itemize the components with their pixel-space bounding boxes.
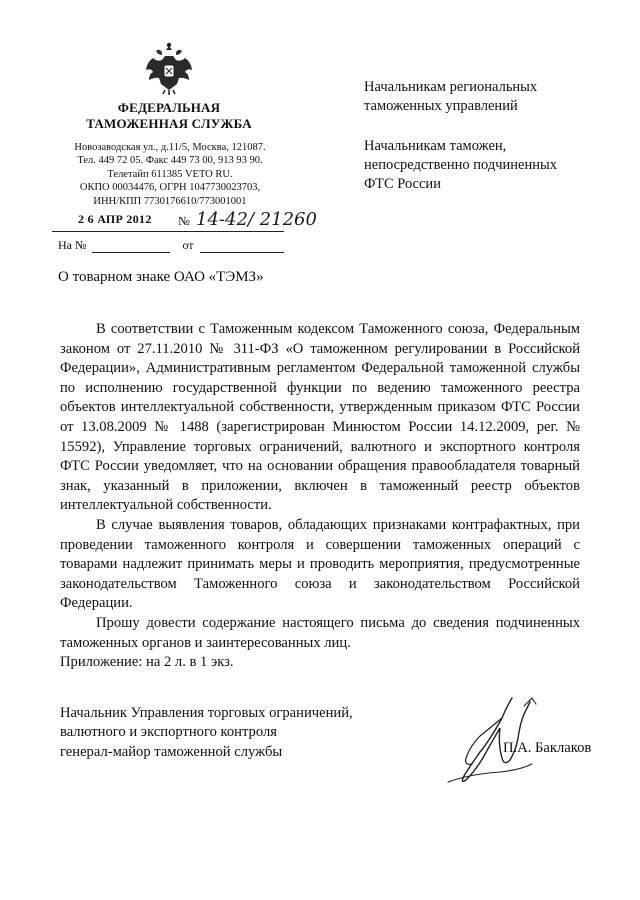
ref-date-blank (200, 242, 284, 253)
body-paragraph: В случае выявления товаров, обладающих признаками контрафактных, при проведении таможенного контроля и совершении таможенных операций с товарами надлежит принимать меры и проводить мероприятия, предусмотренные законодательством Таможенного союза и законодательством Российской Федерации. (60, 516, 580, 612)
body-paragraph: В соответствии с Таможенным кодексом Таможенного союза, Федеральным законом от 27.11.2010 № 311-ФЗ «О таможенном регулировании в Российской Федерации», Административным регламентом Федеральной таможенной службы по исполнению государственной функции по ведению таможенного реестра объектов интеллектуальной собственности, утвержденным приказом ФТС России от 13.08.2009 № 1488 (зарегистрирован Минюстом России 14.12.2009, рег. № 15592), Управление торговых ограничений, валютного и экспортного контроля ФТС России уведомляет, что на основании обращения правообладателя товарный знак, указанный в приложении, включен в таможенный реестр объектов интеллектуальной собственности. (60, 321, 580, 514)
org-name-line-1: ФЕДЕРАЛЬНАЯ (117, 100, 221, 115)
ref-number-blank (92, 242, 170, 253)
letter-subject: О товарном знаке ОАО «ТЭМЗ» (58, 269, 264, 285)
date-underline (52, 231, 284, 232)
signatory-title-line: валютного и экспортного контроля (60, 724, 277, 741)
contact-inn-kpp: ИНН/КПП 7730176610/773001001 (93, 195, 247, 207)
state-emblem-icon (143, 40, 195, 96)
recipient-line: непосредственно подчиненных (364, 157, 557, 173)
signatory-title-line: Начальник Управления торговых ограничений, (60, 705, 353, 721)
recipient-regional-offices (364, 78, 614, 116)
recipient-line: Начальникам региональных (364, 79, 538, 95)
body-paragraph: Прошу довести содержание настоящего письма до сведения подчиненных таможенных органов и заинтересованных лиц. (60, 614, 580, 651)
ref-na-label: На № (58, 238, 87, 252)
recipient-customs-heads (364, 137, 614, 194)
recipient-line: Начальникам таможен, (364, 138, 507, 154)
contact-okpo-ogrn: ОКПО 00034476, ОГРН 1047730023703, (79, 182, 261, 194)
contact-address: Новозаводская ул., д.11/5, Москва, 121087. (74, 142, 266, 153)
recipient-line: таможенных управлений (364, 98, 518, 114)
letter-body (60, 320, 580, 653)
appendix-note: Приложение: на 2 л. в 1 экз. (60, 654, 234, 670)
organization-contacts (52, 141, 288, 208)
registration-number: 14-42/ 21260 (196, 209, 317, 230)
org-name-line-2: ТАМОЖЕННАЯ СЛУЖБА (86, 116, 252, 131)
date-stamp: 2 6 АПР 2012 (78, 212, 152, 226)
registration-number-prefix: № (178, 214, 190, 228)
organization-name (60, 100, 278, 132)
reference-line (58, 238, 284, 253)
signature-block (60, 704, 390, 762)
signatory-title-line: генерал-майор таможенной службы (60, 743, 283, 760)
contact-teletype: Телетайп 611385 VETO RU. (107, 168, 233, 180)
contact-phone-fax: Тел. 449 72 05. Факс 449 73 00, 913 93 90. (77, 155, 263, 167)
signer-name: П.А. Баклаков (503, 740, 592, 756)
ref-ot-label: от (182, 238, 194, 252)
recipient-line: ФТС России (364, 176, 441, 192)
